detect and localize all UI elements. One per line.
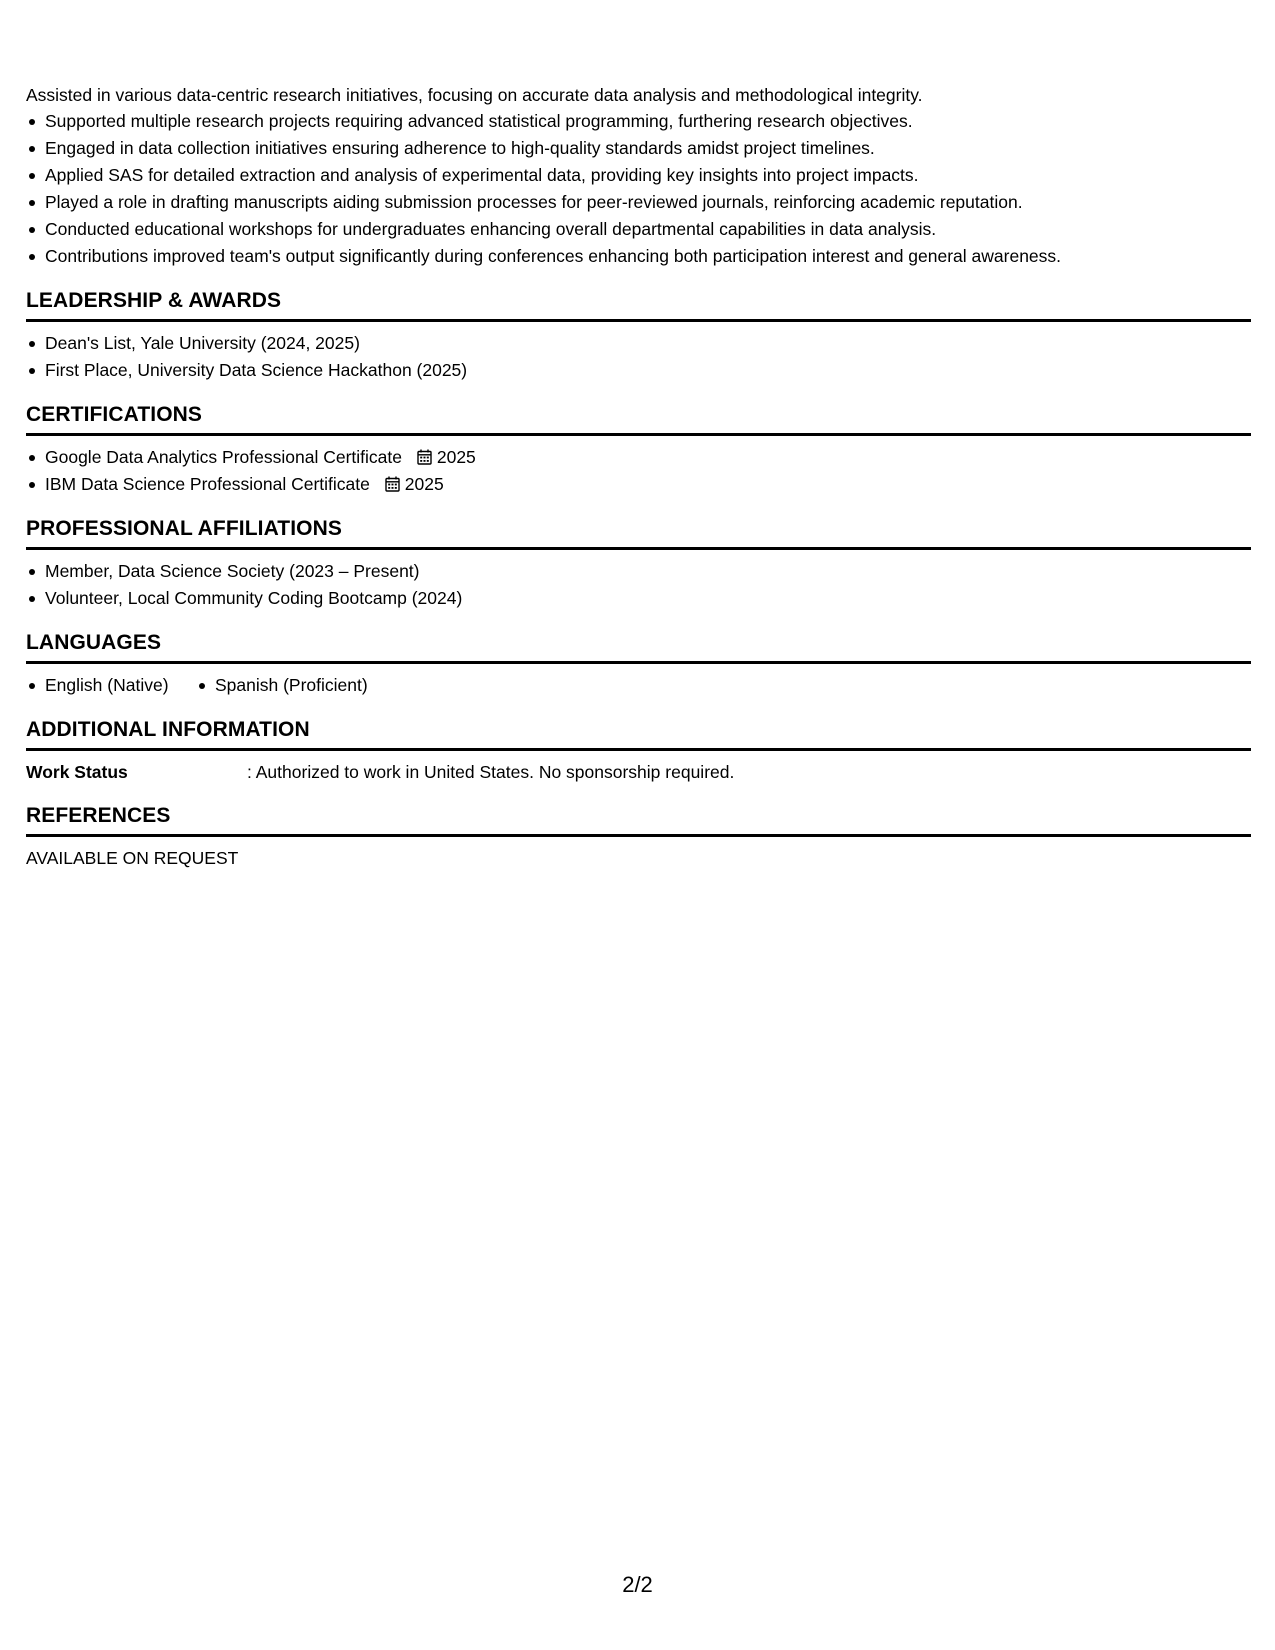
experience-bullet: Supported multiple research projects requiring advanced statistical programming, furthering research objectives. <box>45 108 1251 135</box>
certifications-heading: CERTIFICATIONS <box>26 401 1251 436</box>
affiliations-heading: PROFESSIONAL AFFILIATIONS <box>26 515 1251 550</box>
experience-bullet-list <box>26 108 1251 270</box>
leadership-list <box>26 330 1251 384</box>
affiliation-item: Member, Data Science Society (2023 – Present) <box>45 558 1251 585</box>
work-status-row <box>26 759 1251 785</box>
page-number: 2/2 <box>622 1572 653 1597</box>
certification-name: IBM Data Science Professional Certificate <box>45 474 370 494</box>
experience-summary: Assisted in various data-centric research initiatives, focusing on accurate data analysis and methodological integrity. <box>26 85 923 105</box>
experience-bullet: Conducted educational workshops for undergraduates enhancing overall departmental capabilities in data analysis. <box>45 216 1251 243</box>
languages-heading: LANGUAGES <box>26 629 1251 664</box>
affiliations-section <box>26 515 1251 612</box>
work-status-label: Work Status <box>26 762 128 782</box>
language-item: English (Native) <box>45 672 169 699</box>
certification-year: 2025 <box>436 447 476 467</box>
languages-section <box>26 629 1251 699</box>
leadership-section <box>26 287 1251 384</box>
affiliation-item: Volunteer, Local Community Coding Bootcamp (2024) <box>45 585 1251 612</box>
additional-info-heading: ADDITIONAL INFORMATION <box>26 716 1251 751</box>
award-item: Dean's List, Yale University (2024, 2025) <box>45 330 1251 357</box>
experience-bullet: Contributions improved team's output significantly during conferences enhancing both participation interest and general awareness. <box>45 243 1251 270</box>
certification-name: Google Data Analytics Professional Certificate <box>45 447 402 467</box>
experience-bullet: Played a role in drafting manuscripts aiding submission processes for peer-reviewed journals, reinforcing academic reputation. <box>45 189 1251 216</box>
calendar-icon <box>417 449 432 465</box>
certifications-list <box>26 444 1251 498</box>
experience-continuation <box>26 82 1251 270</box>
references-heading: REFERENCES <box>26 802 1251 837</box>
award-item: First Place, University Data Science Hackathon (2025) <box>45 357 1251 384</box>
certification-item <box>45 444 1251 471</box>
leadership-heading: LEADERSHIP & AWARDS <box>26 287 1251 322</box>
certification-year: 2025 <box>404 474 444 494</box>
certification-item <box>45 471 1251 498</box>
references-text: AVAILABLE ON REQUEST <box>26 848 239 868</box>
certifications-section <box>26 401 1251 498</box>
experience-bullet: Engaged in data collection initiatives ensuring adherence to high-quality standards amidst project timelines. <box>45 135 1251 162</box>
references-section <box>26 802 1251 871</box>
experience-bullet: Applied SAS for detailed extraction and analysis of experimental data, providing key insights into project impacts. <box>45 162 1251 189</box>
work-status-value: : Authorized to work in United States. No sponsorship required. <box>247 762 735 782</box>
affiliations-list <box>26 558 1251 612</box>
additional-info-section <box>26 716 1251 785</box>
resume-page <box>26 82 1251 871</box>
languages-list <box>26 672 1251 699</box>
calendar-icon <box>385 476 400 492</box>
language-item: Spanish (Proficient) <box>215 672 368 699</box>
